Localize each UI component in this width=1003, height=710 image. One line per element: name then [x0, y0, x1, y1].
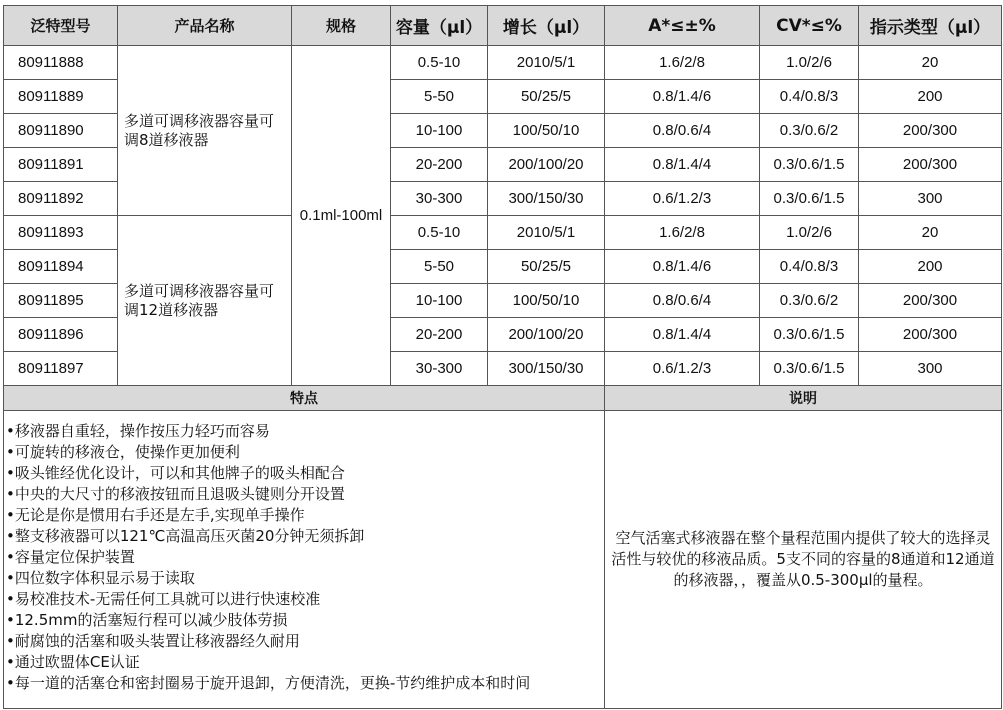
list-item: •移液器自重轻，操作按压力轻巧而容易 — [6, 422, 270, 440]
increment-cell: 300/150/30 — [488, 352, 605, 386]
header-product-name: 产品名称 — [118, 6, 292, 46]
accuracy-cell: 0.8/1.4/6 — [605, 250, 760, 284]
capacity-cell: 10-100 — [391, 114, 488, 148]
list-item: •整支移液器可以121℃高温高压灭菌20分钟无须拆卸 — [6, 527, 365, 545]
header-increment: 增长（μl） — [488, 6, 605, 46]
list-item: •容量定位保护装置 — [6, 548, 135, 566]
header-tip-type: 指示类型（μl） — [859, 6, 1002, 46]
increment-cell: 200/100/20 — [488, 148, 605, 182]
capacity-cell: 30-300 — [391, 352, 488, 386]
accuracy-cell: 1.6/2/8 — [605, 216, 760, 250]
list-item: •四位数字体积显示易于读取 — [6, 569, 195, 587]
accuracy-cell: 0.8/0.6/4 — [605, 284, 760, 318]
model-cell: 80911889 — [4, 80, 118, 114]
description-text: 空气活塞式移液器在整个量程范围内提供了较大的选择灵活性与较优的移液品质。5支不同的容量的8通道和12通道的移液器，，覆盖从0.5-300μl的量程。 — [605, 411, 1002, 709]
model-cell: 80911888 — [4, 46, 118, 80]
cv-cell: 0.4/0.8/3 — [760, 80, 859, 114]
increment-cell: 100/50/10 — [488, 114, 605, 148]
increment-cell: 300/150/30 — [488, 182, 605, 216]
capacity-cell: 0.5-10 — [391, 46, 488, 80]
accuracy-cell: 0.6/1.2/3 — [605, 182, 760, 216]
list-item: •通过欧盟体CE认证 — [6, 653, 140, 671]
table-row — [4, 46, 1002, 80]
tip-cell: 200/300 — [859, 318, 1002, 352]
section-header-row — [4, 386, 1002, 411]
tip-cell: 200/300 — [859, 114, 1002, 148]
model-cell: 80911893 — [4, 216, 118, 250]
description-title: 说明 — [605, 386, 1002, 411]
capacity-cell: 10-100 — [391, 284, 488, 318]
increment-cell: 200/100/20 — [488, 318, 605, 352]
capacity-cell: 20-200 — [391, 148, 488, 182]
features-list — [4, 411, 605, 709]
list-item: •可旋转的移液仓，使操作更加便利 — [6, 443, 240, 461]
product-table-container — [3, 5, 1002, 709]
model-cell: 80911892 — [4, 182, 118, 216]
list-item: •易校准技术-无需任何工具就可以进行快速校准 — [6, 590, 321, 608]
product-name-cell: 多道可调移液器容量可调8道移液器 — [118, 46, 292, 216]
cv-cell: 0.3/0.6/1.5 — [760, 352, 859, 386]
accuracy-cell: 0.8/1.4/6 — [605, 80, 760, 114]
header-spec: 规格 — [292, 6, 391, 46]
header-cv: CV*≤% — [760, 6, 859, 46]
capacity-cell: 30-300 — [391, 182, 488, 216]
features-title: 特点 — [4, 386, 605, 411]
list-item: •每一道的活塞仓和密封圈易于旋开退卸，方便清洗，更换-节约维护成本和时间 — [6, 674, 531, 692]
product-spec-table — [3, 5, 1002, 709]
model-cell: 80911897 — [4, 352, 118, 386]
accuracy-cell: 0.8/1.4/4 — [605, 148, 760, 182]
capacity-cell: 20-200 — [391, 318, 488, 352]
list-item: •中央的大尺寸的移液按钮而且退吸头键则分开设置 — [6, 485, 345, 503]
tip-cell: 20 — [859, 46, 1002, 80]
accuracy-cell: 1.6/2/8 — [605, 46, 760, 80]
tip-cell: 200/300 — [859, 284, 1002, 318]
tip-cell: 300 — [859, 182, 1002, 216]
cv-cell: 0.3/0.6/2 — [760, 284, 859, 318]
list-item: •耐腐蚀的活塞和吸头装置让移液器经久耐用 — [6, 632, 300, 650]
header-model: 泛特型号 — [4, 6, 118, 46]
increment-cell: 100/50/10 — [488, 284, 605, 318]
list-item: •无论是你是惯用右手还是左手,实现单手操作 — [6, 506, 305, 524]
spec-cell: 0.1ml-100ml — [292, 46, 391, 386]
section-body-row — [4, 411, 1002, 709]
model-cell: 80911891 — [4, 148, 118, 182]
capacity-cell: 0.5-10 — [391, 216, 488, 250]
cv-cell: 1.0/2/6 — [760, 46, 859, 80]
list-item: •吸头锥经优化设计，可以和其他牌子的吸头相配合 — [6, 464, 345, 482]
header-row — [4, 6, 1002, 46]
product-name-cell: 多道可调移液器容量可调12道移液器 — [118, 216, 292, 386]
tip-cell: 200 — [859, 80, 1002, 114]
increment-cell: 50/25/5 — [488, 250, 605, 284]
accuracy-cell: 0.8/1.4/4 — [605, 318, 760, 352]
list-item: •12.5mm的活塞短行程可以减少肢体劳损 — [6, 611, 288, 629]
cv-cell: 0.3/0.6/1.5 — [760, 318, 859, 352]
header-capacity: 容量（μl） — [391, 6, 488, 46]
header-accuracy: A*≤±% — [605, 6, 760, 46]
model-cell: 80911895 — [4, 284, 118, 318]
cv-cell: 0.3/0.6/2 — [760, 114, 859, 148]
capacity-cell: 5-50 — [391, 250, 488, 284]
cv-cell: 0.3/0.6/1.5 — [760, 182, 859, 216]
tip-cell: 200/300 — [859, 148, 1002, 182]
model-cell: 80911896 — [4, 318, 118, 352]
accuracy-cell: 0.6/1.2/3 — [605, 352, 760, 386]
increment-cell: 50/25/5 — [488, 80, 605, 114]
tip-cell: 20 — [859, 216, 1002, 250]
table-row — [4, 216, 1002, 250]
model-cell: 80911890 — [4, 114, 118, 148]
cv-cell: 1.0/2/6 — [760, 216, 859, 250]
increment-cell: 2010/5/1 — [488, 216, 605, 250]
cv-cell: 0.4/0.8/3 — [760, 250, 859, 284]
capacity-cell: 5-50 — [391, 80, 488, 114]
increment-cell: 2010/5/1 — [488, 46, 605, 80]
tip-cell: 300 — [859, 352, 1002, 386]
tip-cell: 200 — [859, 250, 1002, 284]
cv-cell: 0.3/0.6/1.5 — [760, 148, 859, 182]
model-cell: 80911894 — [4, 250, 118, 284]
accuracy-cell: 0.8/0.6/4 — [605, 114, 760, 148]
